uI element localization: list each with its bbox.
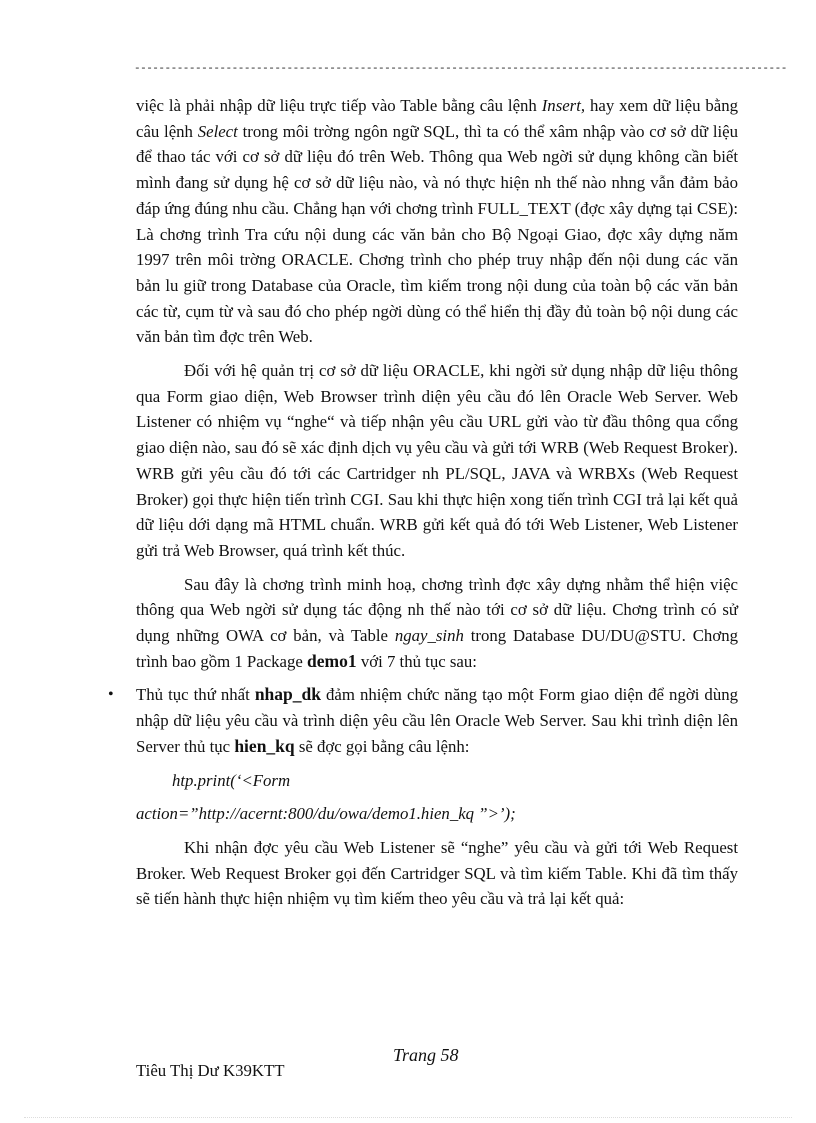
- paragraph-2: Đối với hệ quản trị cơ sở dữ liệu ORACLE, khi ngời sử dụng nhập dữ liệu thông qua Form giao diện, Web Browser trình diện yêu cầu đó lên Oracle Web Server. Web Listener có nhiệm vụ “nghe“ và tiếp nhận yêu cầu URL gửi vào từ đầu thông qua cổng giao diện nào, sau đó sẽ xác định dịch vụ yêu cầu và gửi tới WRB (Web Request Broker). WRB gửi yêu cầu đó tới các Cartridger nh PL/SQL, JAVA và WRBXs (Web Request Broker) gọi thực hiện tiến trình CGI. Sau khi thực hiện xong tiến trình CGI trả lại kết quả dữ liệu dới dạng mã HTML chuẩn. WRB gửi kết quả đó tới Web Listener, Web Listener gửi trả Web Browser, quá trình kết thúc.: [136, 361, 738, 560]
- text: hay xem dữ liệu bằng câu lệnh: [136, 96, 738, 141]
- procedure-name: hien_kq: [234, 735, 295, 756]
- paragraph-3: [136, 572, 738, 675]
- bullet-icon: •: [108, 686, 114, 704]
- text: Sau đây là chơng trình minh hoạ, chơng trình đợc xây dựng nhằm thể hiện việc thông qua Web ngời sử dụng tác động nh thế nào tới cơ sở dữ liệu. Chơng trình có sử dụng những OWA cơ bản, và Table: [136, 574, 738, 646]
- paragraph-1: [136, 93, 738, 350]
- document-body: [108, 93, 738, 920]
- keyword-insert: Insert,: [541, 96, 586, 115]
- code-line-2: action=”http://acernt:800/du/owa/demo1.hien_kq ”>’);: [136, 804, 516, 824]
- text: trong Database DU/DU@STU. Chơng trình bao gồm 1 Package: [136, 626, 738, 671]
- procedure-name: nhap_dk: [254, 684, 321, 705]
- code-line-1: htp.print(‘<Form: [172, 770, 291, 790]
- page-number: Trang 58: [393, 1045, 459, 1065]
- bullet-item: [108, 682, 738, 759]
- paragraph-4: Khi nhận đợc yêu cầu Web Listener sẽ “nghe” yêu cầu và gửi tới Web Request Broker. Web Request Broker gọi đến Cartridger SQL và tìm kiếm Table. Khi đã tìm thấy sẽ tiến hành thực hiện nhiệm vụ tìm kiếm theo yêu cầu và trả lại kết quả:: [136, 837, 738, 909]
- text: sẽ đợc gọi bằng câu lệnh:: [294, 736, 470, 756]
- author-footer: Tiêu Thị Dư K39KTT: [136, 1061, 285, 1080]
- package-name: demo1: [307, 650, 357, 671]
- header-rule: -----------------------------------------------------------------------------------------------------------: [134, 63, 787, 75]
- footer-rule: [24, 1117, 792, 1118]
- text: Thủ tục thứ nhất: [136, 685, 255, 705]
- text: việc là phải nhập dữ liệu trực tiếp vào Table bằng câu lệnh: [136, 96, 542, 115]
- text: trong môi trờng ngôn ngữ SQL, thì ta có thể xâm nhập vào cơ sở dữ liệu để thao tác với cơ sở dữ liệu đó trên Web. Thông qua Web ngời sử dụng không cần biết mình đang sử dụng hệ cơ sở dữ liệu nào, và nó thực hiện nh thế nào nhng vẫn đảm bảo đáp ứng đúng nhu cầu. Chẳng hạn với chơng trình FULL_TEXT (đợc xây dựng tại CSE): Là chơng trình Tra cứu nội dung các văn bản cho Bộ Ngoại Giao, đợc xây dựng năm 1997 trên môi trờng ORACLE. Chơng trình cho phép truy nhập đến nội dung các văn bản lu giữ trong Database của Oracle, tìm kiếm trong nội dung của toàn bộ các văn bản các từ, cụm từ và sau đó cho phép ngời dùng có thể hiển thị đầy đủ toàn bộ nội dung các văn bản tìm đợc trên Web.: [136, 121, 738, 347]
- text: với 7 thủ tục sau:: [356, 651, 477, 671]
- text: đảm nhiệm chức năng tạo một Form giao diện để ngời dùng nhập dữ liệu yêu cầu và trình diện yêu cầu lên Oracle Web Server. Sau khi trình diện lên Server thủ tục: [136, 685, 738, 756]
- table-name: ngay_sinh: [394, 626, 464, 646]
- keyword-select: Select: [197, 121, 238, 141]
